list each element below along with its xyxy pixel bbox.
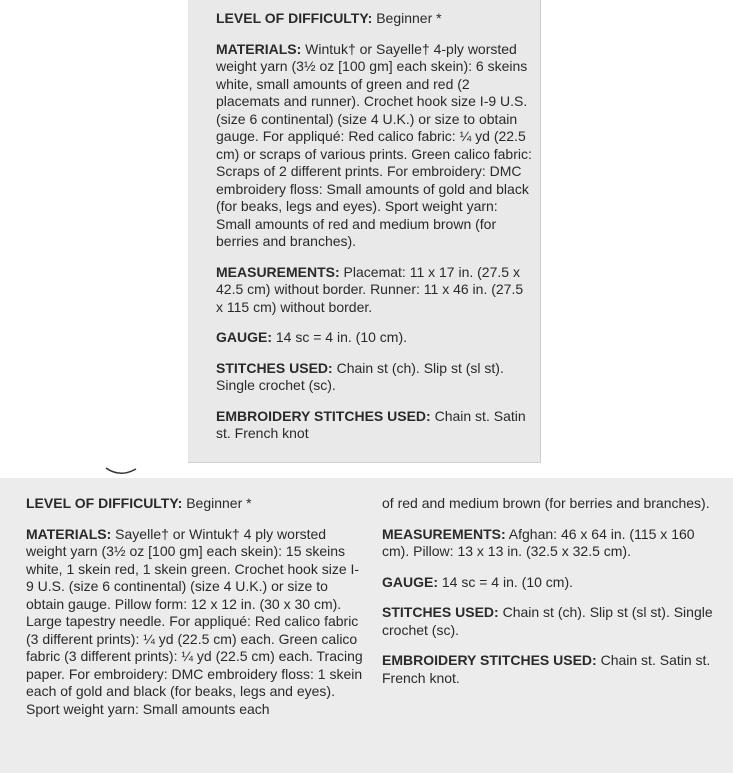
bottom-left-pattern-text — [26, 495, 364, 731]
top-pattern-text — [216, 10, 532, 456]
measurements: MEASUREMENTS: Afghan: 46 x 64 in. (115 x 160 cm). Pillow: 13 x 13 in. (32.5 x 32.5 cm). — [382, 525, 695, 559]
level-of-difficulty: LEVEL OF DIFFICULTY: Beginner * — [216, 10, 442, 26]
materials: MATERIALS: Sayelle† or Wintuk† 4 ply worsted weight yarn (3½ oz [100 gm] each skein): 15 skeins white, 1 skein red, 1 skein green. Crochet hook size I-9 U.S. (size 6 continental) (size 4 U.K.) or size to obtain gauge. Pillow form: 12 x 12 in. (30 x 30 cm). Large tapestry needle. For appliqué: Red calico fabric (3 different prints): ¼ yd (22.5 cm) each. Green calico fabric (3 different prints): ¼ yd (22.5 cm) each. Tracing paper. For embroidery: DMC embroidery floss: 1 skein each of gold and black (for beaks, legs and eyes). Sport weight yarn: Small amounts each — [26, 525, 363, 717]
cut-mark-icon — [104, 466, 140, 482]
materials: MATERIALS: Wintuk† or Sayelle† 4-ply worsted weight yarn (3½ oz [100 gm] each skein): 6 skeins white, small amounts of green and red (2 placemats and runner). Crochet hook size I-9 U.S. (size 6 continental) (size 4 U.K.) or size to obtain gauge. For appliqué: Red calico fabric: ¼ yd (22.5 cm) or scraps of various prints. Green calico fabric: Scraps of 2 different prints. For embroidery: DMC embroidery floss: Small amounts of gold and black (for beaks, legs and eyes). Sport weight yarn: Small amounts of red and medium brown (for berries and branches). — [216, 40, 532, 249]
gauge: GAUGE: 14 sc = 4 in. (10 cm). — [382, 573, 573, 590]
embroidery-stitches-used: EMBROIDERY STITCHES USED: Chain st. Satin st. French knot. — [382, 652, 711, 686]
embroidery-stitches-used: EMBROIDERY STITCHES USED: Chain st. Satin st. French knot — [216, 407, 526, 441]
bottom-right-pattern-text — [382, 495, 722, 700]
materials-continuation: of red and medium brown (for berries and branches). — [382, 495, 710, 511]
stitches-used: STITCHES USED: Chain st (ch). Slip st (sl st). Single crochet (sc). — [216, 359, 504, 393]
level-of-difficulty: LEVEL OF DIFFICULTY: Beginner * — [26, 495, 252, 511]
stitches-used: STITCHES USED: Chain st (ch). Slip st (sl st). Single crochet (sc). — [382, 604, 713, 638]
measurements: MEASUREMENTS: Placemat: 11 x 17 in. (27.5 x 42.5 cm) without border. Runner: 11 x 46 in. (27.5 x 115 cm) without border. — [216, 263, 524, 315]
gauge: GAUGE: 14 sc = 4 in. (10 cm). — [216, 329, 407, 345]
